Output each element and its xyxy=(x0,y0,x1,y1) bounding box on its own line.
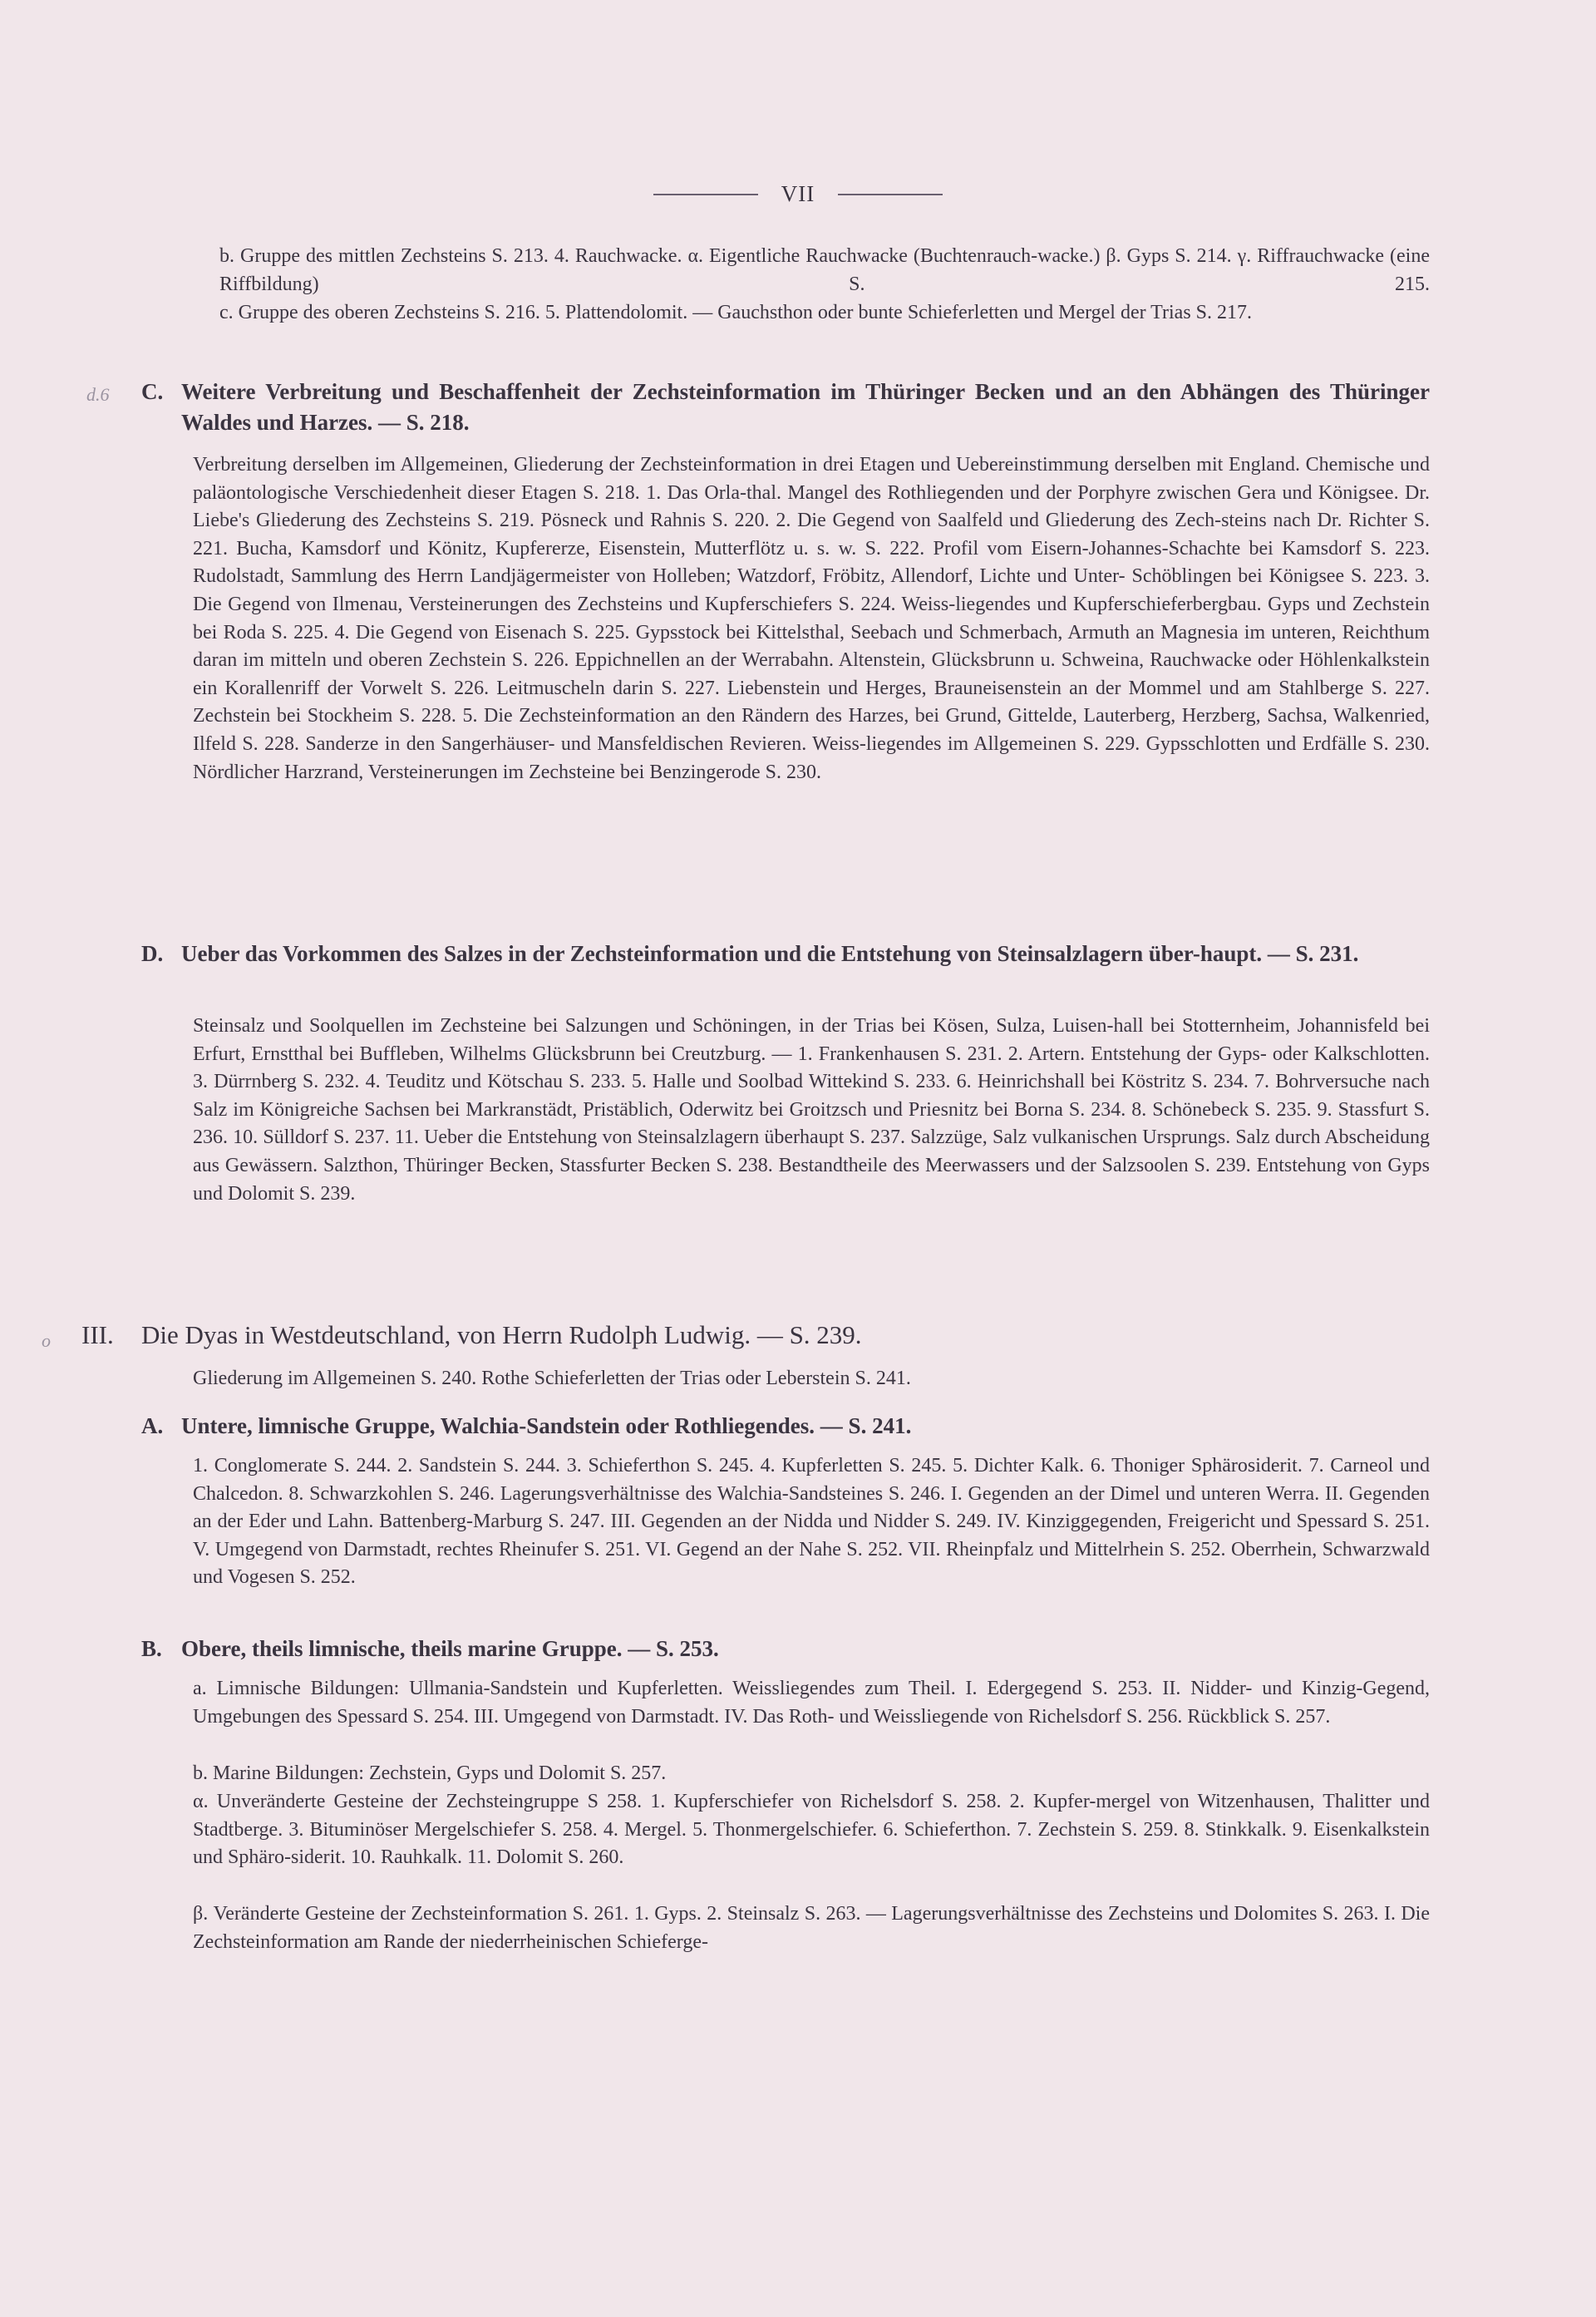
section-A-body: 1. Conglomerate S. 244. 2. Sandstein S. 244. 3. Schieferthon S. 245. 4. Kupferletten S. 245. 5. Dichter Kalk. 6. Thoniger Sphärosiderit. 7. Carneol und Chalcedon. 8. Schwarzkohlen S. 246. Lagerungsverhältnisse des Walchia-Sandsteines S. 246. I. Gegenden an der Dimel und unteren Werra. II. Gegenden an der Eder und Lahn. Battenberg-Marburg S. 247. III. Gegenden an der Nidda und Nidder S. 249. IV. Kinziggegenden, Freigericht und Spessard S. 251. V. Umgegend von Darmstadt, rechtes Rheinufer S. 251. VI. Gegend an der Nahe S. 252. VII. Rheinpfalz und Mittelrhein S. 252. Oberrhein, Schwarzwald und Vogesen S. 252. xyxy=(193,1455,1430,1589)
entry-b-top: b. Gruppe des mittlen Zechsteins S. 213. 4. Rauchwacke. α. Eigentliche Rauchwacke (Buchtenrauch-wacke.) β. Gyps S. 214. γ. Riffrauchwacke (eine Riffbildung) S. 215. xyxy=(219,245,1430,295)
section-D-body: Steinsalz und Soolquellen im Zechsteine bei Salzungen und Schöningen, in der Trias bei Kösen, Sulza, Luisen-hall bei Stotternheim, Johannisfeld bei Erfurt, Ernstthal bei Buffleben, Wilhelms Glücksbrunn bei Creutzburg. — 1. Frankenhausen S. 231. 2. Artern. Entstehung der Gyps- oder Kalkschlotten. 3. Dürrnberg S. 232. 4. Teuditz und Kötschau S. 233. 5. Halle und Soolbad Wittekind S. 233. 6. Heinrichshall bei Köstritz S. 234. 7. Bohrversuche nach Salz im Königreiche Sachsen bei Markranstädt, Pristäblich, Oderwitz bei Groitzsch und Priesnitz bei Borna S. 234. 8. Schönebeck S. 235. 9. Stassfurt S. 236. 10. Sülldorf S. 237. 11. Ueber die Entstehung von Steinsalzlagern überhaupt S. 237. Salzzüge, Salz vulkanischen Ursprungs. Salz durch Abscheidung aus Gewässern. Salzthon, Thüringer Becken, Stassfurter Becken S. 238. Bestandtheile des Meerwassers und der Salzsoolen S. 239. Entstehung von Gyps und Dolomit S. 239. xyxy=(193,1015,1430,1205)
section-C-body: Verbreitung derselben im Allgemeinen, Gliederung der Zechsteinformation in drei Etagen und Uebereinstimmung derselben mit England. Chemische und paläontologische Verschiedenheit dieser Etagen S. 218. 1. Das Orla-thal. Mangel des Rothliegenden und der Porphyre zwischen Gera und Königsee. Dr. Liebe's Gliederung des Zechsteins S. 219. Pösneck und Rahnis S. 220. 2. Die Gegend von Saalfeld und Gliederung des Zech-steins nach Dr. Richter S. 221. Bucha, Kamsdorf und Könitz, Kupfererze, Eisenstein, Mutterflötz u. s. w. S. 222. Profil vom Eisern-Johannes-Schachte bei Kamsdorf S. 223. Rudolstadt, Sammlung des Herrn Landjägermeister von Holleben; Watzdorf, Fröbitz, Allendorf, Lichte und Unter- Schöblingen bei Königsee S. 223. 3. Die Gegend von Ilmenau, Versteinerungen des Zechsteins und Kupferschiefers S. 224. Weiss-liegendes und Kupferschieferbergbau. Gyps und Zechstein bei Roda S. 225. 4. Die Gegend von Eisenach S. 225. Gypsstock bei Kittelsthal, Seebach und Schmerbach, Armuth an Magnesia im unteren, Reichthum daran im mitteln und oberen Zechstein S. 226. Eppichnellen an der Werrabahn. Altenstein, Glücksbrunn u. Schweina, Rauchwacke oder Höhlenkalkstein ein Korallenriff der Vorwelt S. 226. Leitmuscheln darin S. 227. Liebenstein und Herges, Brauneisenstein an der Mommel und am Stahlberge S. 227. Zechstein bei Stockheim S. 228. 5. Die Zechsteinformation an den Rändern des Harzes, bei Grund, Gittelde, Lauterberg, Herzberg, Sachsa, Walkenried, Ilfeld S. 228. Sanderze in den Sangerhäuser- und Mansfeldischen Revieren. Weiss-liegendes im Allgemeinen S. 229. Gypsschlotten und Erdfälle S. 230. Nördlicher Harzrand, Versteinerungen im Zechsteine bei Benzingerode S. 230. xyxy=(193,454,1430,783)
section-B-beta: β. Veränderte Gesteine der Zechsteinformation S. 261. 1. Gyps. 2. Steinsalz S. 263. — Lagerungsverhältnisse des Zechsteins und Dolomites S. 263. I. Die Zechsteinformation am Rande der niederrheinischen Schieferge- xyxy=(193,1903,1430,1953)
section-C-label: C. xyxy=(141,379,164,404)
margin-note-d6: d.6 xyxy=(86,384,110,405)
page-number: VII xyxy=(781,181,815,206)
header-rule-right xyxy=(838,194,943,195)
part-III-heading: Die Dyas in Westdeutschland, von Herrn Rudolph Ludwig. — S. 239. xyxy=(141,1320,862,1349)
header-rule-left xyxy=(653,194,758,195)
section-A-label: A. xyxy=(141,1413,164,1438)
part-III-body: Gliederung im Allgemeinen S. 240. Rothe Schieferletten der Trias oder Leberstein S. 241. xyxy=(193,1368,911,1389)
page-header xyxy=(0,181,1596,207)
part-III-label: III. xyxy=(81,1320,114,1349)
section-B-b: b. Marine Bildungen: Zechstein, Gyps und Dolomit S. 257. xyxy=(193,1762,667,1784)
section-D-heading: Ueber das Vorkommen des Salzes in der Zechsteinformation und die Entstehung von Steinsalzlagern über-haupt. — S. 231. xyxy=(181,941,1359,966)
section-B-label: B. xyxy=(141,1636,162,1661)
section-C-heading: Weitere Verbreitung und Beschaffenheit der Zechsteinformation im Thüringer Becken und an den Abhängen des Thüringer Waldes und Harzes. — S. 218. xyxy=(181,379,1430,435)
section-B-alpha: α. Unveränderte Gesteine der Zechsteingruppe S 258. 1. Kupferschiefer von Richelsdorf S. 258. 2. Kupfer-mergel von Witzenhausen, Thalitter und Stadtberge. 3. Bituminöser Mergelschiefer S. 258. 4. Mergel. 5. Thonmergelschiefer. 6. Schieferthon. 7. Zechstein S. 259. 8. Stinkkalk. 9. Eisenkalkstein und Sphäro-siderit. 10. Rauhkalk. 11. Dolomit S. 260. xyxy=(193,1791,1430,1869)
section-B-a: a. Limnische Bildungen: Ullmania-Sandstein und Kupferletten. Weissliegendes zum Theil. I. Edergegend S. 253. II. Nidder- und Kinzig-Gegend, Umgebungen des Spessard S. 254. III. Umgegend von Darmstadt. IV. Das Roth- und Weissliegende von Richelsdorf S. 256. Rückblick S. 257. xyxy=(193,1678,1430,1728)
entry-c-top: c. Gruppe des oberen Zechsteins S. 216. 5. Plattendolomit. — Gauchsthon oder bunte Schieferletten und Mergel der Trias S. 217. xyxy=(219,302,1252,323)
margin-note-o: o xyxy=(42,1330,51,1351)
section-B-heading: Obere, theils limnische, theils marine Gruppe. — S. 253. xyxy=(181,1636,719,1661)
section-D-label: D. xyxy=(141,941,164,966)
section-A-heading: Untere, limnische Gruppe, Walchia-Sandstein oder Rothliegendes. — S. 241. xyxy=(181,1413,912,1438)
